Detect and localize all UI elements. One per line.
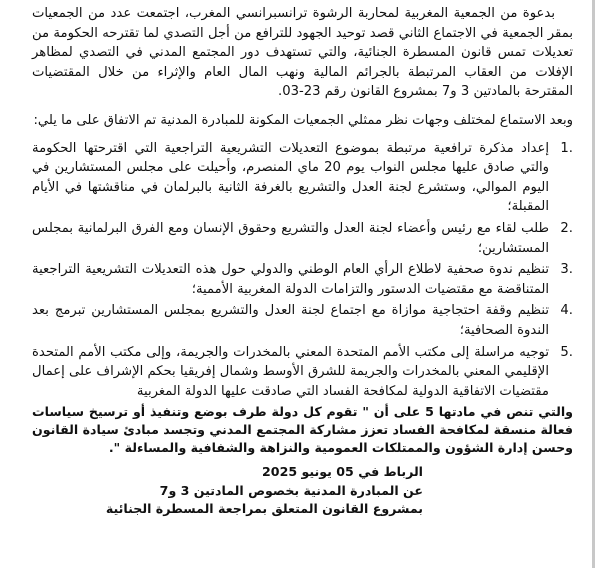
list-item [32, 219, 573, 258]
document-body [32, 4, 573, 519]
list-item-text: توجيه مراسلة إلى مكتب الأمم المتحدة المعني بالمخدرات والجريمة، وإلى مكتب الأمم المتحدة الإقليمي المعني بالمخدرات والجريمة للشرق الأوسط وشمال إفريقيا بحكم الإشراف على إعمال مقتضيات الاتفاقية الدولية لمكافحة الفساد التي صادقت عليها الدولة المغربية [32, 344, 549, 399]
list-item-number: 3. [560, 262, 573, 278]
list-item [32, 139, 573, 217]
signature-line: بمشروع القانون المتعلق بمراجعة المسطرة الجنائية [105, 501, 423, 517]
list-item-text: تنظيم ندوة صحفية لاطلاع الرأي العام الوطني والدولي حول هذه التعديلات التشريعية التراجعية المتناقضة مع مقتضيات الدستور والتزامات الدولة المغربية الأممية؛ [32, 262, 549, 297]
signature-line: عن المبادرة المدنية بخصوص المادتين 3 و7 [159, 482, 423, 498]
list-item-number: 4. [560, 303, 573, 319]
list-item [32, 260, 573, 299]
signature-place-date: الرباط في 05 يونيو 2025 [262, 464, 423, 480]
list-item-number: 1. [560, 140, 573, 156]
list-item [32, 301, 573, 340]
list-item-text: إعداد مذكرة ترافعية مرتبطة بموضوع التعديلات التشريعية التراجعية التي اقترحتها الحكومة والتي صادق عليها مجلس النواب يوم 20 ماي المنصرم، وأحيلت على مجلس المستشارين في اليوم الموالي، وستشرع لجنة العدل والتشريع بالغرفة الثانية بالبرلمان في مناقشتها في الأيام المقبلة؛ [32, 140, 549, 215]
list-item [32, 343, 573, 402]
list-item-number: 5. [560, 344, 573, 360]
signature-block [32, 463, 573, 519]
convention-quote: والتي تنص في مادتها 5 على أن " تقوم كل دولة طرف بوضع وتنفيذ أو ترسيخ سياسات فعالة منسقة لمكافحة الفساد تعزز مشاركة المجتمع المدني وتجسد مبادئ سيادة القانون وحسن إدارة الشؤون والممتلكات العمومية والنزاهة والشفافية والمساءلة ". [32, 404, 573, 456]
agreement-paragraph: وبعد الاستماع لمختلف وجهات نظر ممثلي الجمعيات المكونة للمبادرة المدنية تم الاتفاق على ما يلي: [33, 112, 573, 128]
agreement-list [32, 139, 573, 402]
list-item-text: تنظيم وقفة احتجاجية موازاة مع اجتماع لجنة العدل والتشريع بمجلس المستشارين تبرمج بعد الندوة الصحافية؛ [32, 303, 549, 338]
list-item-text: طلب لقاء مع رئيس وأعضاء لجنة العدل والتشريع وحقوق الإنسان ومع الفرق البرلمانية بمجلس المستشارين؛ [32, 220, 549, 256]
intro-paragraph: بدعوة من الجمعية المغربية لمحاربة الرشوة ترانسبرانسي المغرب، اجتمعت عدد من الجمعيات بمقر الجمعية في الاجتماع الثاني قصد توحيد الجهود للترافع من أجل التصدي لما تقترحه الحكومة من تعديلات تمس قانون المسطرة الجنائية، والتي تستهدف دور المجتمع المدني في التصدي لمظاهر الإفلات من العقاب المرتبطة بالجرائم المالية ونهب المال العام والإثراء من خلال المقتضيات المقترحة بالمادتين 3 و7 بمشروع القانون رقم 23-03. [32, 6, 573, 100]
list-item-number: 2. [560, 220, 573, 236]
